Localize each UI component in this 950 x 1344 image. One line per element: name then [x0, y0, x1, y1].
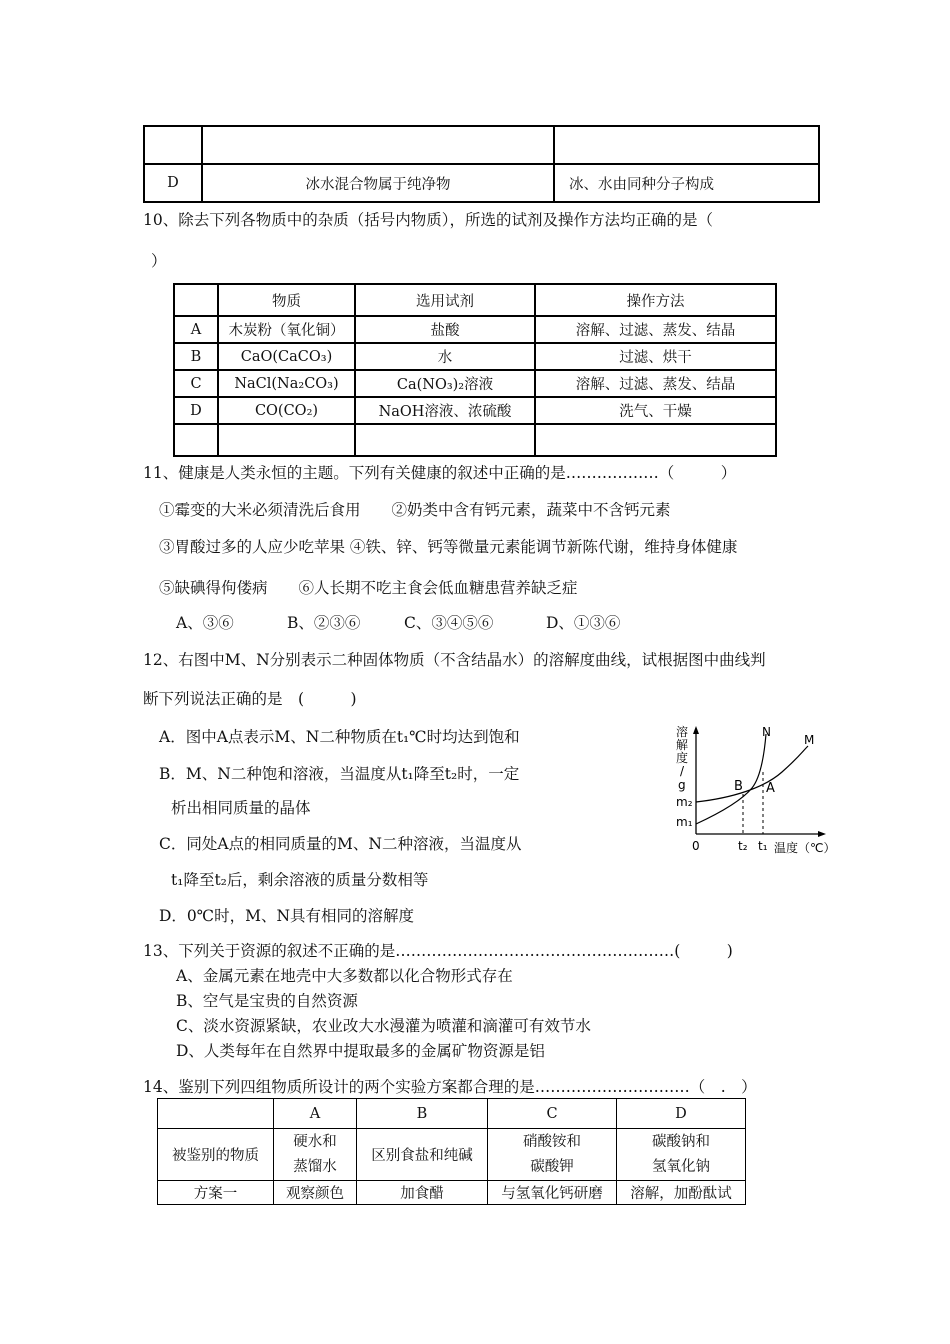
q12-stem-2: 断下列说法正确的是 ( ) — [143, 690, 357, 708]
q10-close: ） — [151, 252, 167, 270]
q12-option-c-1: C．同处A点的相同质量的M、N二种溶液，当温度从 — [159, 835, 522, 853]
q10-cell — [535, 424, 776, 456]
y-label-5: g — [678, 778, 686, 792]
q10-cell: 木炭粉（氧化铜） — [218, 316, 355, 343]
q10-table — [173, 283, 777, 457]
q14-header: D — [617, 1099, 746, 1129]
q10-header: 选用试剂 — [355, 284, 535, 316]
q13-option-d: D、人类每年在自然界中提取最多的金属矿物资源是铝 — [176, 1042, 545, 1060]
q10-cell: D — [174, 397, 218, 424]
q14-header: C — [488, 1099, 617, 1129]
q10-cell — [355, 424, 535, 456]
q10-cell: C — [174, 370, 218, 397]
q11-stem: 11、健康是人类永恒的主题。下列有关健康的叙述中正确的是………………（ ） — [143, 464, 737, 482]
q10-cell: 水 — [355, 343, 535, 370]
statement-cell: 冰水混合物属于纯净物 — [202, 164, 554, 202]
q10-cell: 溶解、过滤、蒸发、结晶 — [535, 316, 776, 343]
q10-cell — [174, 424, 218, 456]
point-a-label: A — [766, 781, 775, 796]
q14-cell: 方案一 — [158, 1181, 274, 1205]
q10-cell: NaCl(Na₂CO₃) — [218, 370, 355, 397]
top-table-cell — [554, 126, 819, 164]
q11-line2: ③胃酸过多的人应少吃苹果 ④铁、锌、钙等微量元素能调节新陈代谢，维持身体健康 — [159, 538, 738, 556]
x-axis-arrow — [818, 831, 826, 837]
q11-line3: ⑤缺碘得佝偻病 ⑥人长期不吃主食会低血糖患营养缺乏症 — [159, 579, 578, 597]
q10-cell: A — [174, 316, 218, 343]
point-b-label: B — [734, 779, 743, 794]
q10-stem: 10、除去下列各物质中的杂质（括号内物质），所选的试剂及操作方法均正确的是（ — [143, 211, 713, 229]
x-label: 温度（℃） — [774, 841, 836, 855]
q12-stem-1: 12、右图中M、N分别表示二种固体物质（不含结晶水）的溶解度曲线，试根据图中曲线判 — [143, 651, 766, 669]
q14-cell: 观察颜色 — [274, 1181, 357, 1205]
curve-m — [696, 746, 808, 802]
q10-cell: B — [174, 343, 218, 370]
tick-t2: t₂ — [738, 839, 748, 853]
q11-option-b: B、②③⑥ — [287, 614, 361, 632]
q12-option-c-2: t₁降至t₂后，剩余溶液的质量分数相等 — [171, 871, 429, 889]
q10-cell: 溶解、过滤、蒸发、结晶 — [535, 370, 776, 397]
top-table-cell — [144, 126, 202, 164]
y-label-3: 度 — [676, 751, 689, 765]
q14-cell: 硝酸铵和 碳酸钾 — [488, 1129, 617, 1181]
top-table — [143, 125, 820, 203]
y-axis-arrow — [693, 726, 699, 734]
solubility-graph — [672, 722, 852, 862]
q13-option-c: C、淡水资源紧缺，农业改大水漫灌为喷灌和滴灌可有效节水 — [176, 1017, 591, 1035]
tick-t1: t₁ — [758, 839, 768, 853]
q10-cell: CaO(CaCO₃) — [218, 343, 355, 370]
q10-cell — [218, 424, 355, 456]
q10-cell: 洗气、干燥 — [535, 397, 776, 424]
row-label: D — [144, 164, 202, 202]
q10-header: 操作方法 — [535, 284, 776, 316]
q11-option-d: D、①③⑥ — [546, 614, 621, 632]
q10-cell: NaOH溶液、浓硫酸 — [355, 397, 535, 424]
tick-m1: m₁ — [676, 815, 693, 829]
q13-option-a: A、金属元素在地壳中大多数都以化合物形式存在 — [176, 967, 513, 985]
q10-cell: Ca(NO₃)₂溶液 — [355, 370, 535, 397]
top-table-cell — [202, 126, 554, 164]
curve-n — [696, 734, 766, 824]
q14-cell: 与氢氧化钙研磨 — [488, 1181, 617, 1205]
q14-header: B — [357, 1099, 488, 1129]
q14-cell: 碳酸钠和 氢氧化钠 — [617, 1129, 746, 1181]
q14-cell: 硬水和 蒸馏水 — [274, 1129, 357, 1181]
q14-table — [157, 1098, 746, 1205]
q14-cell: 区别食盐和纯碱 — [357, 1129, 488, 1181]
q14-header: A — [274, 1099, 357, 1129]
q14-cell: 溶解，加酚酞试 — [617, 1181, 746, 1205]
q10-header: 物质 — [218, 284, 355, 316]
q13-option-b: B、空气是宝贵的自然资源 — [176, 992, 358, 1010]
reason-cell: 冰、水由同种分子构成 — [554, 164, 819, 202]
q11-option-c: C、③④⑤⑥ — [404, 614, 494, 632]
y-label-1: 溶 — [676, 725, 689, 739]
curve-n-label: N — [762, 725, 771, 739]
q12-option-a: A．图中A点表示M、N二种物质在t₁℃时均达到饱和 — [159, 728, 520, 746]
q10-cell: 过滤、烘干 — [535, 343, 776, 370]
q14-cell: 加食醋 — [357, 1181, 488, 1205]
y-label-2: 解 — [676, 738, 689, 752]
y-label-4: / — [680, 764, 685, 778]
q10-cell: 盐酸 — [355, 316, 535, 343]
q14-header — [158, 1099, 274, 1129]
tick-origin: 0 — [692, 839, 700, 853]
q12-option-d: D．0℃时，M、N具有相同的溶解度 — [159, 907, 415, 925]
q11-option-a: A、③⑥ — [176, 614, 234, 632]
q14-stem: 14、鉴别下列四组物质所设计的两个实验方案都合理的是…………………………（ . ） — [143, 1078, 757, 1096]
curve-m-label: M — [804, 733, 815, 747]
q13-stem: 13、下列关于资源的叙述不正确的是………………………………………………( ) — [143, 942, 733, 960]
tick-m2: m₂ — [676, 795, 693, 809]
q12-option-b-2: 析出相同质量的晶体 — [171, 799, 311, 817]
q14-cell: 被鉴别的物质 — [158, 1129, 274, 1181]
q10-cell: CO(CO₂) — [218, 397, 355, 424]
q10-header — [174, 284, 218, 316]
q11-line1: ①霉变的大米必须清洗后食用 ②奶类中含有钙元素，蔬菜中不含钙元素 — [159, 501, 671, 519]
q12-option-b-1: B．M、N二种饱和溶液，当温度从t₁降至t₂时，一定 — [159, 765, 520, 783]
